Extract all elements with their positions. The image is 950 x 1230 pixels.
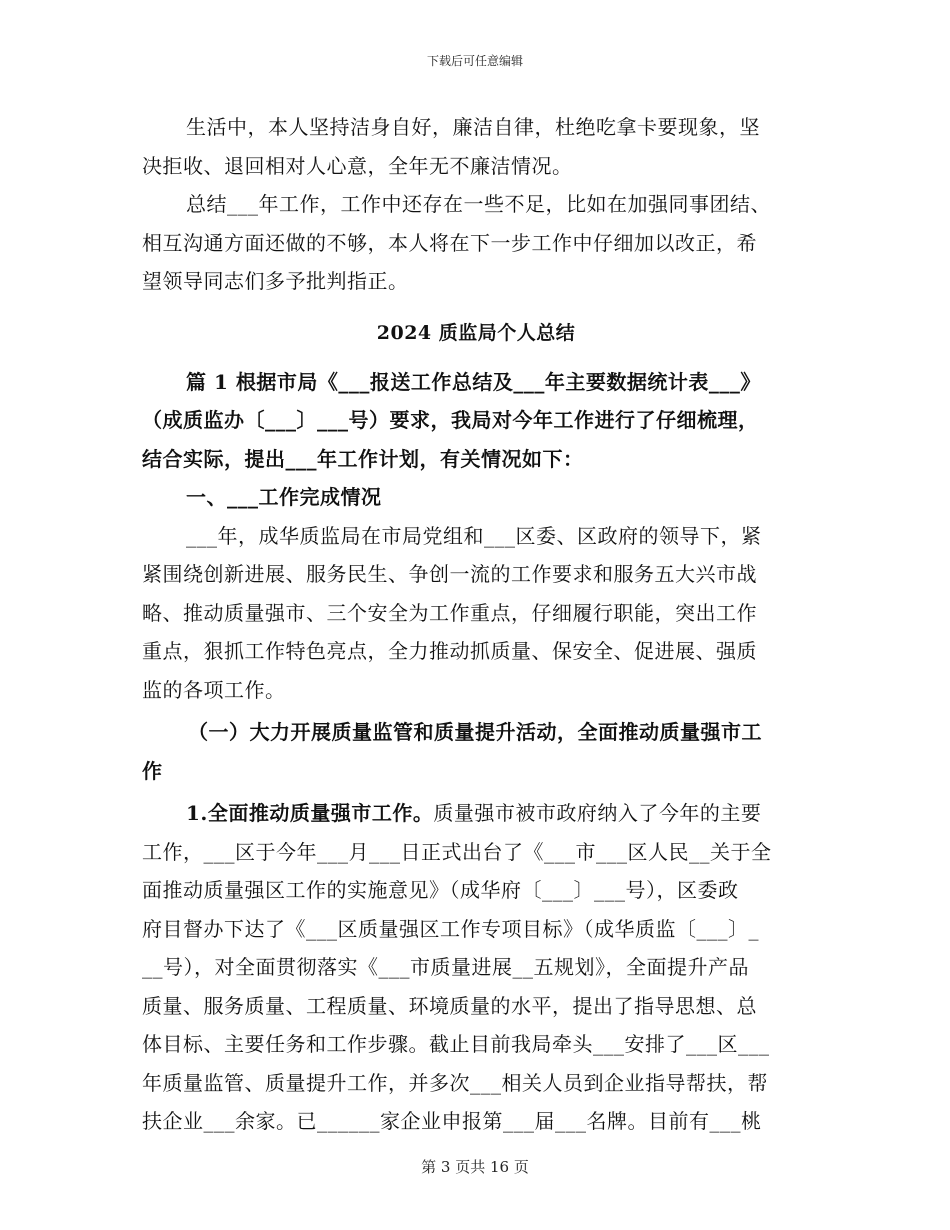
text-line: 监的各项工作。 (142, 677, 286, 702)
text-line (142, 794, 810, 833)
text-line: 质量、服务质量、工程质量、环境质量的水平，提出了指导思想、总 (142, 993, 757, 1018)
text-line: 工作，___区于今年___月___日正式出台了《___市___区人民__关于全 (142, 839, 772, 864)
text-line: 总结___年工作，工作中还存在一些不足，比如在加强同事团结、 (186, 192, 771, 216)
text-line: 紧围绕创新进展、服务民生、争创一流的工作要求和服务五大兴市战 (142, 562, 757, 586)
text-line: 望领导同志们多予批判指正。 (142, 269, 409, 293)
paragraph-quality-city (142, 794, 810, 1141)
text-line: （成质监办〔___〕___号）要求，我局对今年工作进行了仔细梳理， (142, 408, 759, 432)
text-line: 扶企业___余家。已______家企业申报第___届___名牌。目前有___桃 (142, 1109, 762, 1133)
document-body (142, 108, 810, 1141)
text-line: 篇 1 根据市局《___报送工作总结及___年主要数据统计表___》 (186, 369, 761, 394)
text-line: 相互沟通方面还做的不够，本人将在下一步工作中仔细加以改正，希 (142, 230, 757, 255)
section-heading: 一、___工作完成情况 (186, 485, 382, 509)
text-line: 略、推动质量强市、三个安全为工作重点，仔细履行职能，突出工作 (142, 600, 757, 625)
text-line: 生活中，本人坚持洁身自好，廉洁自律，杜绝吃拿卡要现象，坚 (186, 115, 760, 139)
document-title: 2024 质监局个人总结 (376, 321, 576, 344)
page-header: 下载后可任意编辑 (426, 54, 523, 68)
text-line: __号），对全面贯彻落实《___市质量进展__五规划》，全面提升产品 (142, 955, 749, 979)
text-line: 面推动质量强区工作的实施意见》（成华府〔___〕___号），区委政 (142, 878, 739, 902)
text-line: （一）大力开展质量监管和质量提升活动，全面推动质量强市工 (188, 720, 762, 744)
text-line: 决拒收、退回相对人心意，全年无不廉洁情况。 (142, 153, 573, 178)
subsection-heading (142, 713, 810, 790)
paragraph-intro (142, 363, 810, 479)
text-line: 府目督办下达了《___区质量强区工作专项目标》（成华质监〔___〕_ (142, 916, 759, 941)
paragraph-overview (142, 517, 810, 710)
text-line: ___年，成华质监局在市局党组和___区委、区政府的领导下，紧 (186, 523, 762, 548)
paragraph-integrity (142, 108, 810, 185)
paragraph-summary (142, 185, 810, 301)
text-line: 年质量监管、质量提升工作，并多次___相关人员到企业指导帮扶，帮 (142, 1070, 768, 1095)
text-line: 重点，狠抓工作特色亮点，全力推动抓质量、保安全、促进展、强质 (142, 639, 757, 663)
text-line: 作 (142, 758, 163, 783)
text-line: 结合实际，提出___年工作计划，有关情况如下： (142, 446, 584, 471)
item-text: 质量强市被市政府纳入了今年的主要 (433, 801, 762, 825)
item-lead: 1.全面推动质量强市工作。 (186, 801, 434, 825)
text-line: 体目标、主要任务和工作步骤。截止目前我局牵头___安排了___区___ (142, 1032, 770, 1056)
page-footer: 第 3 页共 16 页 (421, 1158, 529, 1176)
